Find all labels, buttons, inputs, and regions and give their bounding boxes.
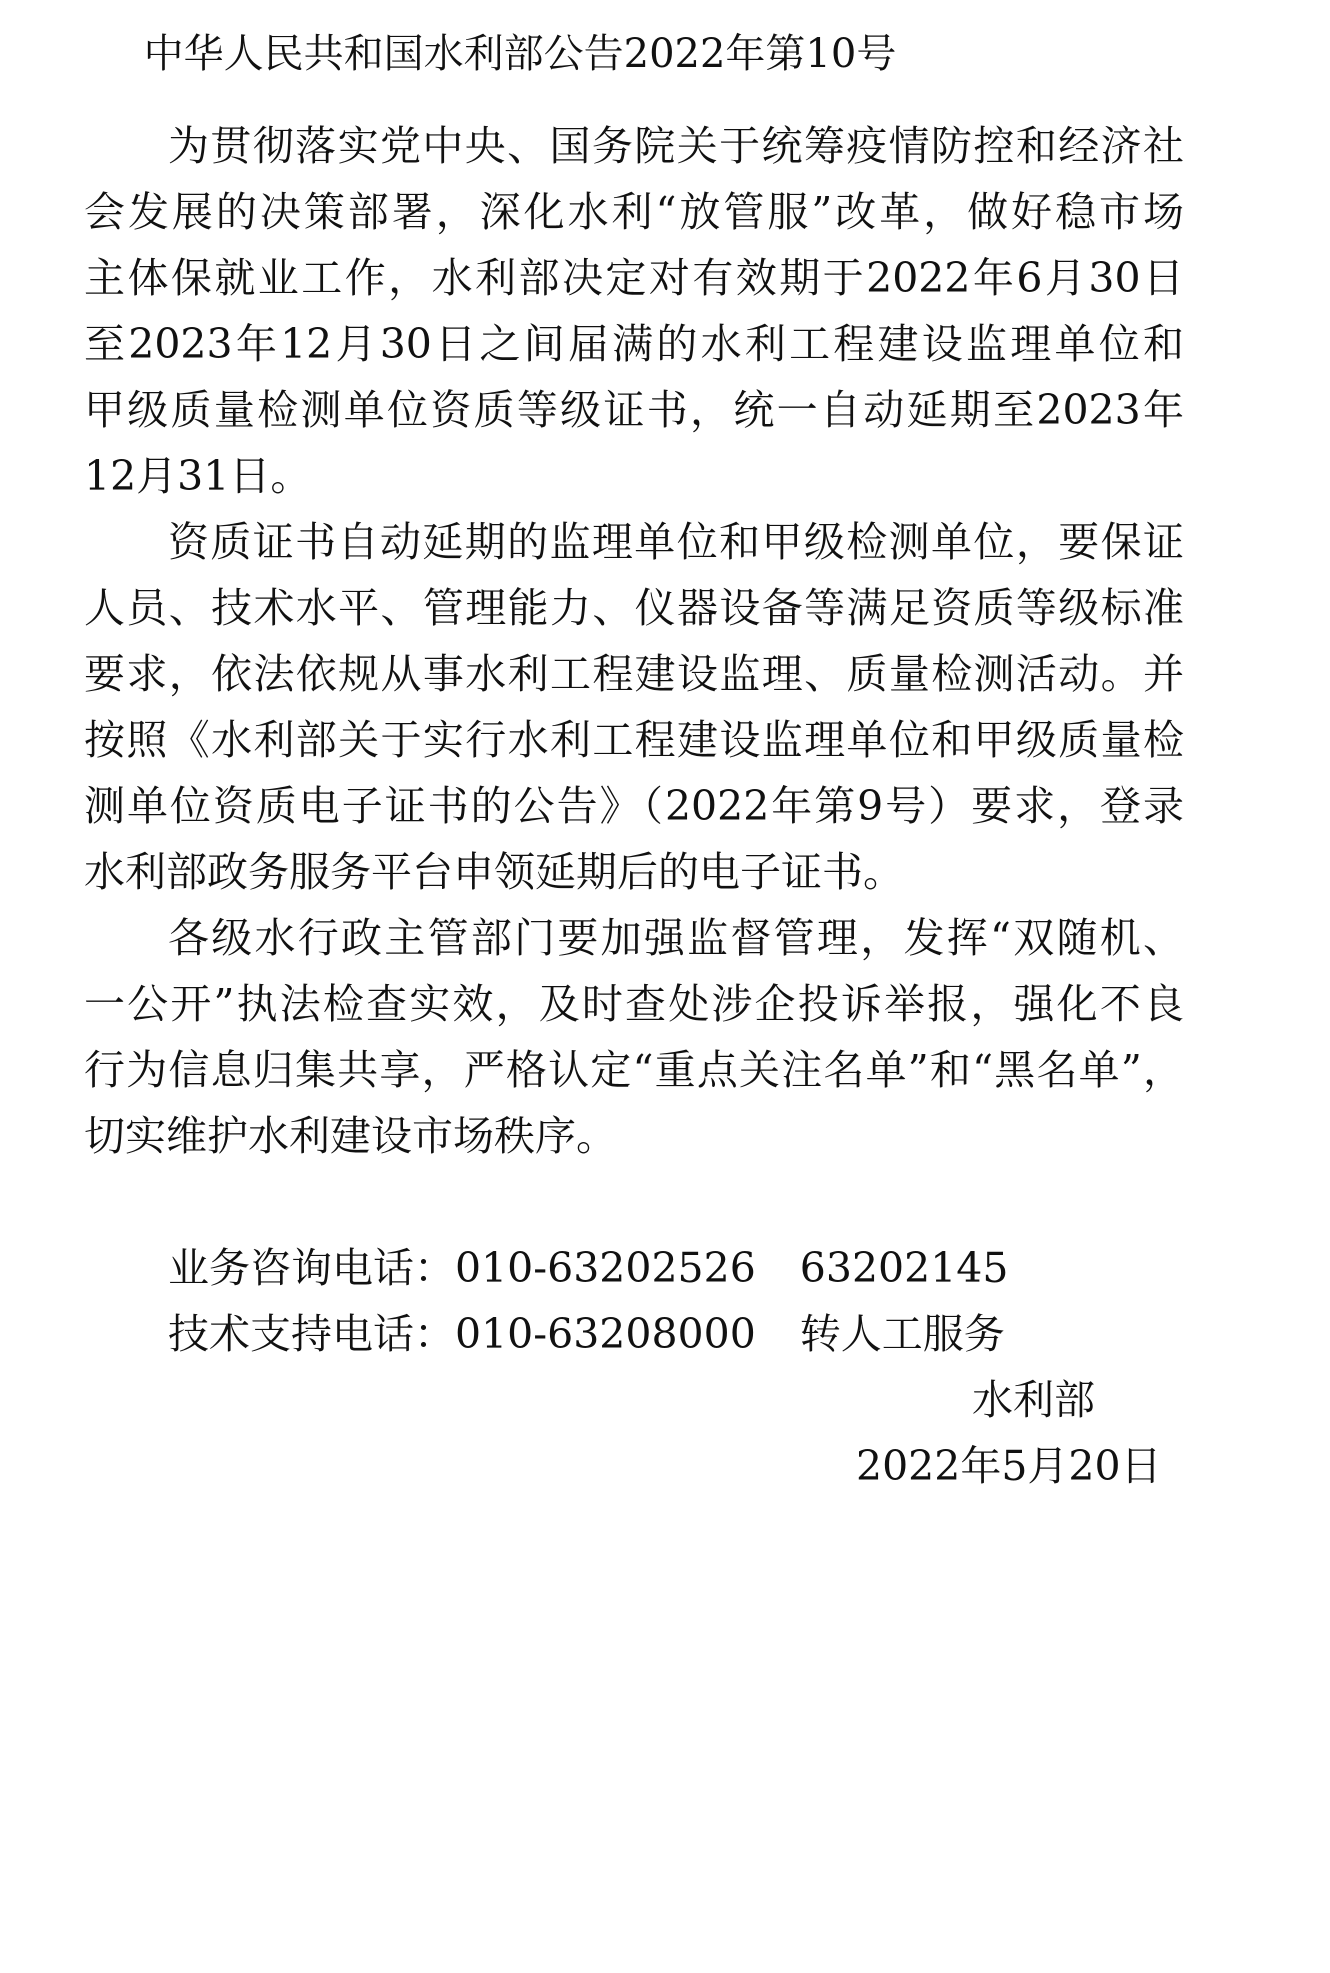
tech-phone: 010-63208000	[455, 1310, 756, 1358]
paragraph-line: 测单位资质电子证书的公告》（2022年第9号）要求，登录	[84, 782, 1184, 830]
paragraph-line: 会发展的决策部署，深化水利“放管服”改革，做好稳市场	[84, 188, 1184, 236]
paragraph-line: 人员、技术水平、管理能力、仪器设备等满足资质等级标准	[84, 584, 1184, 632]
paragraph-line: 至2023年12月30日之间届满的水利工程建设监理单位和	[84, 320, 1184, 368]
paragraph-line: 行为信息归集共享，严格认定“重点关注名单”和“黑名单”，	[84, 1046, 1184, 1094]
paragraph-line: 水利部政务服务平台申领延期后的电子证书。	[84, 848, 904, 896]
paragraph-line: 主体保就业工作，水利部决定对有效期于2022年6月30日	[84, 254, 1184, 302]
tech-contact	[168, 1304, 1005, 1364]
paragraph-line: 按照《水利部关于实行水利工程建设监理单位和甲级质量检	[84, 716, 1184, 764]
signature-date: 2022年5月20日	[856, 1442, 1162, 1490]
business-phone-1: 010-63202526	[455, 1244, 756, 1292]
document-title: 中华人民共和国水利部公告2022年第10号	[143, 31, 897, 77]
paragraph-line: 一公开”执法检查实效，及时查处涉企投诉举报，强化不良	[84, 980, 1184, 1028]
business-contact-label: 业务咨询电话：	[168, 1244, 455, 1292]
paragraph-line: 各级水行政主管部门要加强监督管理，发挥“双随机、	[168, 914, 1184, 962]
signature-org: 水利部	[972, 1376, 1095, 1424]
paragraph-line: 甲级质量检测单位资质等级证书，统一自动延期至2023年	[84, 386, 1184, 434]
paragraph-line: 为贯彻落实党中央、国务院关于统筹疫情防控和经济社	[168, 122, 1184, 170]
paragraph-line: 切实维护水利建设市场秩序。	[84, 1112, 617, 1160]
paragraph-line: 资质证书自动延期的监理单位和甲级检测单位，要保证	[168, 518, 1184, 566]
tech-contact-label: 技术支持电话：	[168, 1310, 455, 1358]
business-phone-2: 63202145	[799, 1244, 1009, 1292]
business-contact	[168, 1238, 1008, 1298]
paragraph-line: 12月31日。	[84, 452, 312, 500]
tech-contact-note: 转人工服务	[799, 1310, 1005, 1358]
paragraph-line: 要求，依法依规从事水利工程建设监理、质量检测活动。并	[84, 650, 1184, 698]
